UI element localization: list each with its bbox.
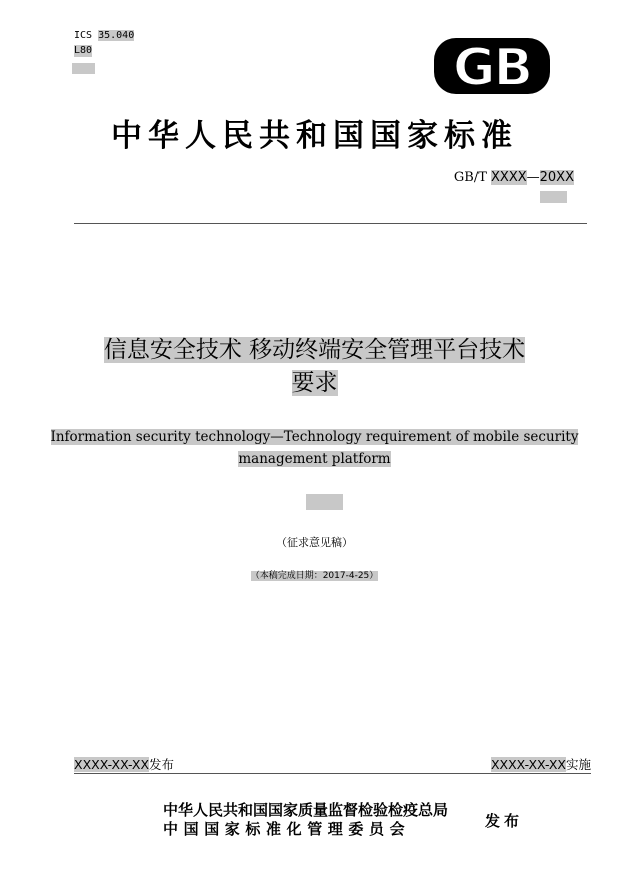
blank-field-box [540,191,567,203]
standard-title: 中华人民共和国国家标准 [111,118,518,154]
gb-logo [432,36,552,96]
footer-divider [74,773,591,774]
gb-logo-text: GB [452,38,532,96]
issue-date [74,757,174,773]
cn-title-line-2: 要求 [291,370,338,396]
standard-number-dash: — [526,170,540,185]
publish-label: 发布 [485,812,524,830]
en-title-line-1: Information security technology—Technology requirement of mobile security [50,429,579,445]
standard-number [454,170,574,186]
ics-label: ICS [74,30,93,41]
document-title-cn [0,334,629,400]
ics-line [74,30,134,42]
en-title-line-2: management platform [238,451,391,467]
standard-number-code: XXXX [491,170,527,185]
standard-number-year: 20XX [539,170,574,185]
draft-date-text: （本稿完成日期：2017-4-25） [250,571,379,581]
ics-code: 35.040 [98,30,135,41]
implementation-date [491,757,591,773]
issuer-aqsiq: 中华人民共和国国家质量监督检验检疫总局 [163,801,449,819]
cn-title-line-1: 信息安全技术 移动终端安全管理平台技术 [103,337,526,363]
document-title-en [0,426,629,470]
ccs-code: L80 [74,45,93,56]
impl-date-code: XXXX-XX-XX [490,757,566,772]
issue-label: 发布 [149,757,175,772]
standard-number-prefix: GB/T [453,170,487,185]
blank-field-box [72,63,95,74]
issue-date-code: XXXX-XX-XX [74,757,150,772]
draft-date [0,570,629,582]
header-divider [74,223,587,224]
draft-label: （征求意见稿） [276,536,353,549]
impl-label: 实施 [565,757,591,772]
issuer-sac: 中国国家标准化管理委员会 [163,820,411,838]
blank-field-box [306,494,343,510]
